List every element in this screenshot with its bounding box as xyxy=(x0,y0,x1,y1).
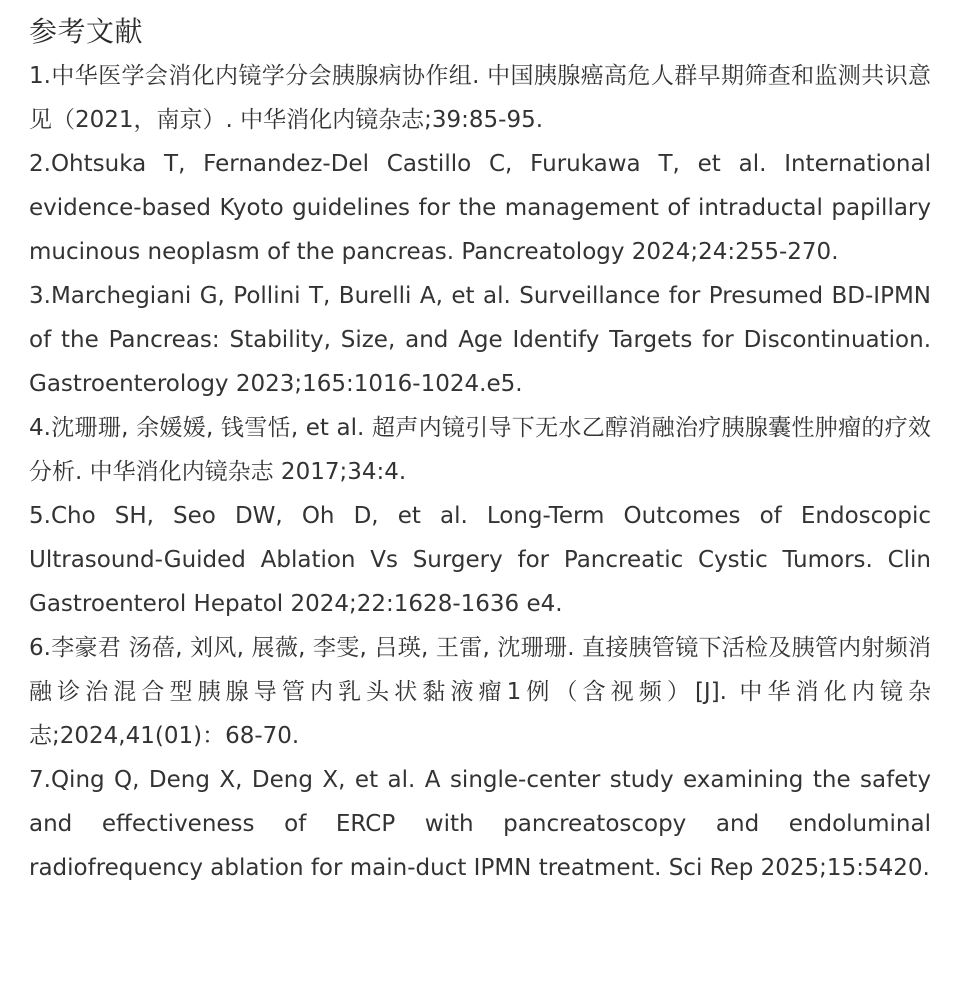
section-title: 参考文献 xyxy=(29,15,144,48)
reference-item-1: 1.中华医学会消化内镜学分会胰腺病协作组. 中国胰腺癌高危人群早期筛查和监测共识意见（2021，南京）. 中华消化内镜杂志;39:85-95. xyxy=(29,63,931,133)
reference-item-2: 2.Ohtsuka T, Fernandez-Del Castillo C, Furukawa T, et al. International evidence-based Kyoto guidelines for the management of intraductal papillary mucinous neoplasm of the pancreas. Pancreatology 2024;24:255-270. xyxy=(29,151,931,265)
reference-item-3: 3.Marchegiani G, Pollini T, Burelli A, et al. Surveillance for Presumed BD-IPMN of the Pancreas: Stability, Size, and Age Identify Targets for Discontinuation. Gastroenterology 2023;165:1016-1024.e5. xyxy=(29,283,931,397)
reference-item-6: 6.李豪君 汤蓓, 刘风, 展薇, 李雯, 吕瑛, 王雷, 沈珊珊. 直接胰管镜下活检及胰管内射频消融诊治混合型胰腺导管内乳头状黏液瘤1例（含视频）[J]. 中华消化内镜杂志;2024,41(01)：68-70. xyxy=(29,635,931,749)
reference-item-4: 4.沈珊珊, 余媛媛, 钱雪恬, et al. 超声内镜引导下无水乙醇消融治疗胰腺囊性肿瘤的疗效分析. 中华消化内镜杂志 2017;34:4. xyxy=(29,415,931,485)
reference-item-7: 7.Qing Q, Deng X, Deng X, et al. A single-center study examining the safety and effectiveness of ERCP with pancreatoscopy and endoluminal radiofrequency ablation for main-duct IPMN treatment. Sci Rep 2025;15:5420. xyxy=(29,767,931,881)
reference-list xyxy=(29,54,931,890)
reference-item-5: 5.Cho SH, Seo DW, Oh D, et al. Long-Term Outcomes of Endoscopic Ultrasound-Guided Ablation Vs Surgery for Pancreatic Cystic Tumors. Clin Gastroenterol Hepatol 2024;22:1628-1636 e4. xyxy=(29,503,931,617)
